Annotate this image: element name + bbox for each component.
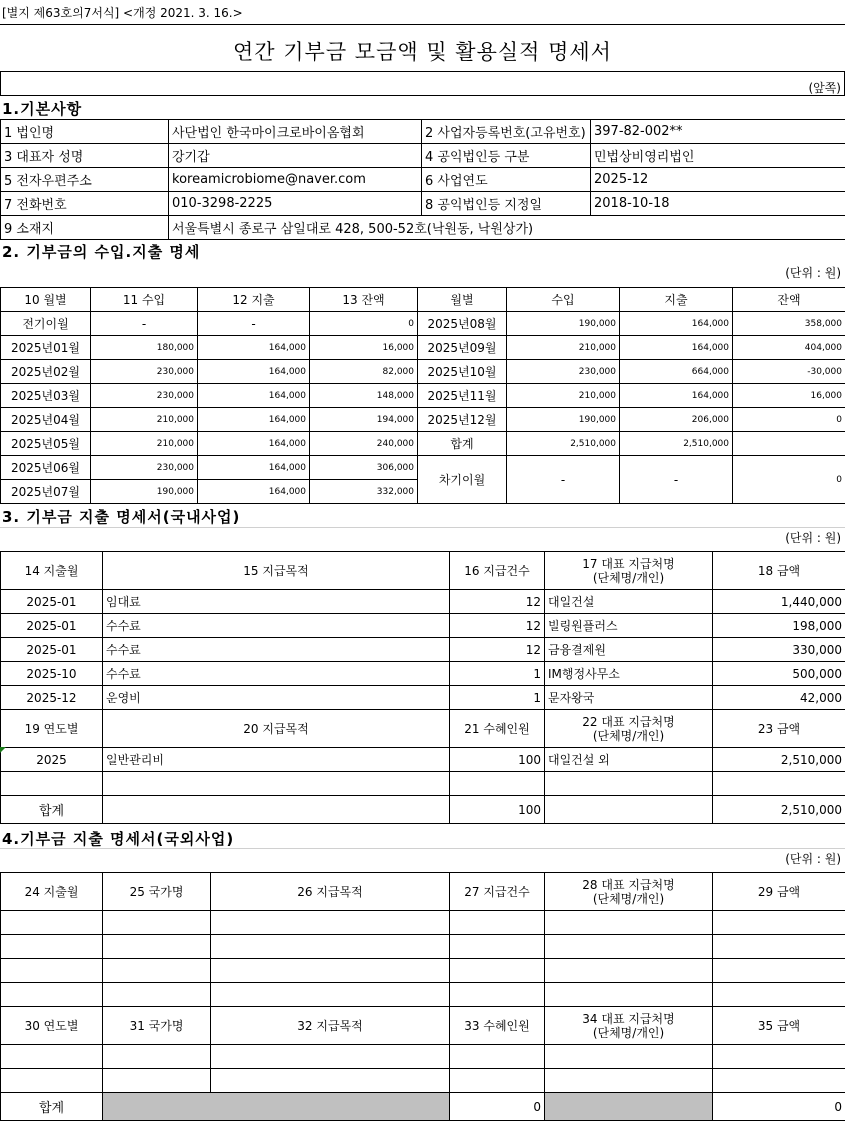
carry-over-income: -	[507, 456, 620, 504]
basic-info-row	[1, 120, 845, 144]
header-line: 17 대표 지급처명	[582, 556, 675, 571]
income-cell: 190,000	[91, 480, 198, 504]
empty-cell	[450, 935, 545, 959]
field-value: koreamicrobiome@naver.com	[169, 168, 422, 192]
count-cell: 1	[450, 662, 545, 686]
amount-cell: 198,000	[713, 614, 845, 638]
empty-cell	[545, 911, 713, 935]
payee-cell: 문자왕국	[545, 686, 713, 710]
column-header: 19 연도별	[1, 710, 103, 748]
section2-unit: (단위 : 원)	[785, 266, 841, 280]
field-label: 1 법인명	[1, 120, 169, 144]
balance-cell: 0	[733, 408, 845, 432]
purpose-cell: 수수료	[103, 662, 450, 686]
month-cell: 2025년05월	[1, 432, 91, 456]
month-cell: 2025년01월	[1, 336, 91, 360]
column-header	[545, 873, 713, 911]
column-header: 21 수혜인원	[450, 710, 545, 748]
month-cell: 전기이월	[1, 312, 91, 336]
column-header: 23 금액	[713, 710, 845, 748]
expense-cell: 164,000	[198, 480, 310, 504]
expense-cell: 164,000	[198, 456, 310, 480]
payee-cell: 금융결제원	[545, 638, 713, 662]
section-domestic-title: 3. 기부금 지출 명세서(국내사업)	[2, 508, 241, 526]
empty-cell	[450, 983, 545, 1007]
month-cell: 2025년11월	[418, 384, 507, 408]
basic-info-table	[0, 119, 845, 240]
total-amount: 2,510,000	[713, 796, 845, 824]
month-cell: 2025년04월	[1, 408, 91, 432]
income-cell: 210,000	[507, 384, 620, 408]
expense-cell: 164,000	[198, 408, 310, 432]
empty-cell	[450, 959, 545, 983]
column-header: 지출	[620, 288, 733, 312]
month-cell: 2025년03월	[1, 384, 91, 408]
income-cell: 210,000	[91, 432, 198, 456]
empty-cell	[103, 772, 450, 796]
month-row	[1, 456, 845, 480]
field-value: 민법상비영리법인	[591, 144, 845, 168]
column-header: 30 연도별	[1, 1007, 103, 1045]
purpose-cell: 운영비	[103, 686, 450, 710]
empty-cell	[1, 1045, 103, 1069]
empty-cell	[545, 1069, 713, 1093]
empty-cell	[103, 1045, 211, 1069]
field-value: 397-82-002**	[591, 120, 845, 144]
overseas-expense-table	[0, 872, 845, 1121]
column-header: 수입	[507, 288, 620, 312]
empty-row	[1, 1045, 845, 1069]
empty-cell	[545, 959, 713, 983]
header-line: 22 대표 지급처명	[582, 714, 675, 729]
month-cell: 2025년12월	[418, 408, 507, 432]
header-row	[1, 1007, 845, 1045]
empty-cell	[545, 983, 713, 1007]
empty-cell	[1, 959, 103, 983]
column-header: 14 지출월	[1, 552, 103, 590]
purpose-cell: 일반관리비	[103, 748, 450, 772]
form-number: [별지 제63호의7서식] <개정 2021. 3. 16.>	[2, 6, 243, 20]
column-header: 16 지급건수	[450, 552, 545, 590]
total-label: 합계	[1, 796, 103, 824]
column-header: 15 지급목적	[103, 552, 450, 590]
income-cell: 230,000	[91, 360, 198, 384]
income-cell: 210,000	[91, 408, 198, 432]
total-amount: 0	[713, 1093, 845, 1121]
balance-cell: -30,000	[733, 360, 845, 384]
header-line: 28 대표 지급처명	[582, 877, 675, 892]
carry-over-label: 차기이월	[418, 456, 507, 504]
empty-cell	[103, 959, 211, 983]
column-header	[545, 552, 713, 590]
balance-cell: 16,000	[310, 336, 418, 360]
column-header: 26 지급목적	[211, 873, 450, 911]
month-cell: 2025-01	[1, 590, 103, 614]
month-cell: 2025년09월	[418, 336, 507, 360]
amount-cell: 500,000	[713, 662, 845, 686]
header-line: (단체명/개인)	[592, 891, 665, 906]
header-row	[1, 552, 845, 590]
column-header: 10 월별	[1, 288, 91, 312]
balance-cell: 332,000	[310, 480, 418, 504]
column-header: 32 지급목적	[211, 1007, 450, 1045]
empty-cell	[450, 911, 545, 935]
field-value: 2025-12	[591, 168, 845, 192]
expense-row	[1, 662, 845, 686]
empty-cell	[450, 1045, 545, 1069]
balance-cell: 148,000	[310, 384, 418, 408]
column-header: 13 잔액	[310, 288, 418, 312]
empty-cell	[713, 935, 845, 959]
month-row	[1, 336, 845, 360]
payee-cell: 빌링원플러스	[545, 614, 713, 638]
empty-cell	[545, 796, 713, 824]
column-header: 31 국가명	[103, 1007, 211, 1045]
beneficiaries-cell: 100	[450, 748, 545, 772]
total-count: 0	[450, 1093, 545, 1121]
empty-row	[1, 959, 845, 983]
empty-row	[1, 911, 845, 935]
empty-cell	[103, 935, 211, 959]
expense-cell: 164,000	[620, 312, 733, 336]
column-header: 20 지급목적	[103, 710, 450, 748]
empty-cell	[713, 772, 845, 796]
expense-cell: 2,510,000	[620, 432, 733, 456]
empty-cell	[545, 1045, 713, 1069]
balance-cell: 404,000	[733, 336, 845, 360]
header-line: (단체명/개인)	[592, 570, 665, 585]
month-cell: 2025-01	[1, 614, 103, 638]
expense-cell: -	[198, 312, 310, 336]
payee-cell: IM행정사무소	[545, 662, 713, 686]
expense-row	[1, 590, 845, 614]
empty-cell	[713, 1045, 845, 1069]
total-label: 합계	[1, 1093, 103, 1121]
month-row	[1, 384, 845, 408]
total-row	[1, 1093, 845, 1121]
month-row	[1, 312, 845, 336]
purpose-cell: 수수료	[103, 614, 450, 638]
expense-row	[1, 614, 845, 638]
empty-cell	[1, 1069, 103, 1093]
expense-cell: 164,000	[620, 336, 733, 360]
balance-cell: 16,000	[733, 384, 845, 408]
shaded-cell	[103, 1093, 450, 1121]
expense-row	[1, 686, 845, 710]
empty-cell	[103, 911, 211, 935]
section3-unit: (단위 : 원)	[785, 531, 841, 545]
income-cell: 230,000	[507, 360, 620, 384]
income-expense-table	[0, 287, 845, 504]
section-basic-info-title: 1.기본사항	[2, 100, 83, 118]
count-cell: 12	[450, 614, 545, 638]
balance-cell	[733, 432, 845, 456]
carry-over-expense: -	[620, 456, 733, 504]
field-label: 3 대표자 성명	[1, 144, 169, 168]
payee-cell: 대일건설	[545, 590, 713, 614]
month-cell: 2025년06월	[1, 456, 91, 480]
income-cell: 2,510,000	[507, 432, 620, 456]
month-cell: 합계	[418, 432, 507, 456]
column-header: 11 수입	[91, 288, 198, 312]
total-row	[1, 796, 845, 824]
income-cell: 230,000	[91, 384, 198, 408]
empty-cell	[211, 1069, 450, 1093]
field-label: 4 공익법인등 구분	[422, 144, 591, 168]
section4-unit: (단위 : 원)	[785, 852, 841, 866]
cell-comment-marker	[0, 747, 6, 753]
empty-cell	[713, 983, 845, 1007]
column-header: 24 지출월	[1, 873, 103, 911]
field-value: 강기갑	[169, 144, 422, 168]
empty-cell	[713, 911, 845, 935]
expense-row	[1, 638, 845, 662]
purpose-cell: 임대료	[103, 590, 450, 614]
empty-row	[1, 1069, 845, 1093]
empty-cell	[103, 983, 211, 1007]
expense-cell: 164,000	[198, 432, 310, 456]
field-value: 010-3298-2225	[169, 192, 422, 216]
empty-cell	[713, 959, 845, 983]
expense-cell: 164,000	[198, 360, 310, 384]
payee-cell: 대일건설 외	[545, 748, 713, 772]
field-value: 사단법인 한국마이크로바이옴협회	[169, 120, 422, 144]
expense-cell: 664,000	[620, 360, 733, 384]
empty-cell	[1, 911, 103, 935]
balance-cell: 358,000	[733, 312, 845, 336]
purpose-cell: 수수료	[103, 638, 450, 662]
empty-row	[1, 935, 845, 959]
column-header: 18 금액	[713, 552, 845, 590]
count-cell: 12	[450, 638, 545, 662]
month-row	[1, 408, 845, 432]
month-cell: 2025년02월	[1, 360, 91, 384]
empty-cell	[211, 911, 450, 935]
expense-cell: 164,000	[620, 384, 733, 408]
column-header: 35 금액	[713, 1007, 845, 1045]
address-value: 서울특별시 종로구 삼일대로 428, 500-52호(낙원동, 낙원상가)	[169, 216, 845, 240]
empty-row	[1, 983, 845, 1007]
section-income-expense-title: 2. 기부금의 수입.지출 명세	[2, 243, 201, 261]
empty-cell	[450, 772, 545, 796]
month-cell: 2025-12	[1, 686, 103, 710]
income-cell: -	[91, 312, 198, 336]
month-cell: 2025-01	[1, 638, 103, 662]
count-cell: 12	[450, 590, 545, 614]
column-header: 12 지출	[198, 288, 310, 312]
empty-cell	[211, 983, 450, 1007]
front-side-label: (앞쪽)	[808, 81, 841, 95]
balance-cell: 240,000	[310, 432, 418, 456]
field-label: 2 사업자등록번호(고유번호)	[422, 120, 591, 144]
month-cell: 2025년07월	[1, 480, 91, 504]
field-value: 2018-10-18	[591, 192, 845, 216]
column-header: 33 수혜인원	[450, 1007, 545, 1045]
empty-cell	[103, 796, 450, 824]
field-label: 9 소재지	[1, 216, 169, 240]
empty-cell	[545, 935, 713, 959]
amount-cell: 2,510,000	[713, 748, 845, 772]
count-cell: 1	[450, 686, 545, 710]
expense-cell: 164,000	[198, 336, 310, 360]
empty-cell	[1, 983, 103, 1007]
column-header: 월별	[418, 288, 507, 312]
amount-cell: 42,000	[713, 686, 845, 710]
column-header: 잔액	[733, 288, 845, 312]
header-row	[1, 288, 845, 312]
empty-cell	[545, 772, 713, 796]
income-cell: 230,000	[91, 456, 198, 480]
header-row	[1, 873, 845, 911]
basic-info-row	[1, 168, 845, 192]
header-line: (단체명/개인)	[592, 1025, 665, 1040]
basic-info-row	[1, 192, 845, 216]
month-cell: 2025년08월	[418, 312, 507, 336]
column-header: 29 금액	[713, 873, 845, 911]
field-label: 5 전자우편주소	[1, 168, 169, 192]
balance-cell: 0	[310, 312, 418, 336]
header-line: 34 대표 지급처명	[582, 1011, 675, 1026]
balance-cell: 306,000	[310, 456, 418, 480]
empty-cell	[211, 959, 450, 983]
income-cell: 180,000	[91, 336, 198, 360]
field-label: 7 전화번호	[1, 192, 169, 216]
amount-cell: 330,000	[713, 638, 845, 662]
column-header	[545, 1007, 713, 1045]
empty-cell	[450, 1069, 545, 1093]
empty-cell	[713, 1069, 845, 1093]
page-title: 연간 기부금 모금액 및 활용실적 명세서	[233, 40, 612, 64]
empty-cell	[211, 1045, 450, 1069]
expense-cell: 164,000	[198, 384, 310, 408]
yearly-row	[1, 748, 845, 772]
basic-info-row	[1, 144, 845, 168]
empty-cell	[1, 935, 103, 959]
column-header: 25 국가명	[103, 873, 211, 911]
column-header	[545, 710, 713, 748]
empty-cell	[103, 1069, 211, 1093]
income-cell: 210,000	[507, 336, 620, 360]
empty-cell	[1, 772, 103, 796]
field-label: 8 공익법인등 지정일	[422, 192, 591, 216]
header-row	[1, 710, 845, 748]
amount-cell: 1,440,000	[713, 590, 845, 614]
month-row	[1, 360, 845, 384]
header-line: (단체명/개인)	[592, 728, 665, 743]
section-overseas-title: 4.기부금 지출 명세서(국외사업)	[2, 830, 235, 848]
field-label: 6 사업연도	[422, 168, 591, 192]
year-cell: 2025	[1, 748, 103, 772]
balance-cell: 194,000	[310, 408, 418, 432]
month-row	[1, 432, 845, 456]
empty-cell	[211, 935, 450, 959]
total-count: 100	[450, 796, 545, 824]
balance-cell: 82,000	[310, 360, 418, 384]
empty-row	[1, 772, 845, 796]
month-cell: 2025-10	[1, 662, 103, 686]
column-header: 27 지급건수	[450, 873, 545, 911]
month-cell: 2025년10월	[418, 360, 507, 384]
expense-cell: 206,000	[620, 408, 733, 432]
income-cell: 190,000	[507, 312, 620, 336]
domestic-expense-table	[0, 551, 845, 824]
income-cell: 190,000	[507, 408, 620, 432]
basic-info-row	[1, 216, 845, 240]
shaded-cell	[545, 1093, 713, 1121]
carry-over-balance: 0	[733, 456, 845, 504]
